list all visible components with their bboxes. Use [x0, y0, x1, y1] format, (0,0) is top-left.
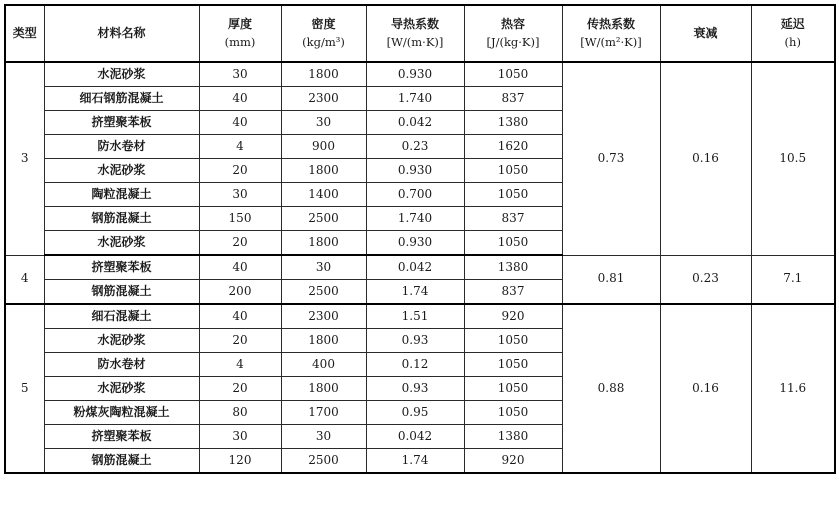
thickness-cell: 30 — [199, 62, 281, 87]
density-cell: 2300 — [281, 304, 366, 329]
u-value-cell: 0.88 — [562, 304, 660, 473]
header-density: 密度 (kg/m³) — [281, 5, 366, 62]
header-unit: [W/(m·K)] — [386, 34, 444, 49]
heat-capacity-cell: 837 — [464, 280, 562, 305]
thickness-cell: 40 — [199, 87, 281, 111]
header-delay: 延迟 (h) — [751, 5, 835, 62]
thickness-cell: 40 — [199, 304, 281, 329]
heat-capacity-cell: 837 — [464, 87, 562, 111]
heat-capacity-cell: 1050 — [464, 353, 562, 377]
density-cell: 2500 — [281, 280, 366, 305]
density-cell: 2500 — [281, 449, 366, 474]
heat-capacity-cell: 1050 — [464, 62, 562, 87]
heat-capacity-cell: 1050 — [464, 159, 562, 183]
conductivity-cell: 0.042 — [366, 255, 464, 280]
conductivity-cell: 1.74 — [366, 449, 464, 474]
material-cell: 防水卷材 — [44, 135, 199, 159]
conductivity-cell: 0.93 — [366, 377, 464, 401]
heat-capacity-cell: 1050 — [464, 231, 562, 256]
thickness-cell: 40 — [199, 111, 281, 135]
header-u-value: 传热系数 [W/(m²·K)] — [562, 5, 660, 62]
density-cell: 400 — [281, 353, 366, 377]
material-cell: 水泥砂浆 — [44, 159, 199, 183]
u-value-cell: 0.81 — [562, 255, 660, 304]
conductivity-cell: 1.740 — [366, 87, 464, 111]
heat-capacity-cell: 1050 — [464, 183, 562, 207]
material-cell: 挤塑聚苯板 — [44, 111, 199, 135]
header-heat-capacity: 热容 [J/(kg·K)] — [464, 5, 562, 62]
conductivity-cell: 0.930 — [366, 231, 464, 256]
material-cell: 挤塑聚苯板 — [44, 425, 199, 449]
density-cell: 1800 — [281, 377, 366, 401]
conductivity-cell: 0.700 — [366, 183, 464, 207]
conductivity-cell: 1.74 — [366, 280, 464, 305]
thickness-cell: 20 — [199, 231, 281, 256]
material-cell: 水泥砂浆 — [44, 329, 199, 353]
heat-capacity-cell: 920 — [464, 449, 562, 474]
thickness-cell: 20 — [199, 377, 281, 401]
density-cell: 2300 — [281, 87, 366, 111]
material-cell: 水泥砂浆 — [44, 231, 199, 256]
thickness-cell: 200 — [199, 280, 281, 305]
density-cell: 1700 — [281, 401, 366, 425]
header-unit: (mm) — [224, 34, 256, 49]
heat-capacity-cell: 1050 — [464, 377, 562, 401]
header-conductivity: 导热系数 [W/(m·K)] — [366, 5, 464, 62]
thickness-cell: 4 — [199, 353, 281, 377]
conductivity-cell: 0.12 — [366, 353, 464, 377]
thickness-cell: 30 — [199, 425, 281, 449]
material-cell: 陶粒混凝土 — [44, 183, 199, 207]
conductivity-cell: 0.042 — [366, 111, 464, 135]
heat-capacity-cell: 1380 — [464, 255, 562, 280]
thickness-cell: 30 — [199, 183, 281, 207]
table-container — [4, 4, 834, 474]
header-type: 类型 — [5, 5, 44, 62]
material-cell: 水泥砂浆 — [44, 377, 199, 401]
table-row — [5, 304, 835, 329]
thickness-cell: 150 — [199, 207, 281, 231]
heat-capacity-cell: 1050 — [464, 401, 562, 425]
table-row — [5, 62, 835, 87]
material-cell: 细石混凝土 — [44, 304, 199, 329]
delay-cell: 7.1 — [751, 255, 835, 304]
conductivity-cell: 0.23 — [366, 135, 464, 159]
thickness-cell: 4 — [199, 135, 281, 159]
header-row — [5, 5, 835, 62]
density-cell: 1800 — [281, 62, 366, 87]
conductivity-cell: 0.930 — [366, 159, 464, 183]
thickness-cell: 40 — [199, 255, 281, 280]
conductivity-cell: 0.95 — [366, 401, 464, 425]
density-cell: 1800 — [281, 231, 366, 256]
heat-capacity-cell: 837 — [464, 207, 562, 231]
thermal-properties-table — [4, 4, 836, 474]
density-cell: 1800 — [281, 329, 366, 353]
conductivity-cell: 1.740 — [366, 207, 464, 231]
heat-capacity-cell: 1050 — [464, 329, 562, 353]
header-unit: [W/(m²·K)] — [580, 34, 642, 49]
attenuation-cell: 0.16 — [660, 62, 751, 255]
material-cell: 水泥砂浆 — [44, 62, 199, 87]
delay-cell: 10.5 — [751, 62, 835, 255]
density-cell: 2500 — [281, 207, 366, 231]
header-unit: [J/(kg·K)] — [486, 34, 540, 49]
header-unit: (kg/m³) — [302, 34, 345, 49]
heat-capacity-cell: 1620 — [464, 135, 562, 159]
material-cell: 粉煤灰陶粒混凝土 — [44, 401, 199, 425]
thickness-cell: 20 — [199, 159, 281, 183]
density-cell: 30 — [281, 425, 366, 449]
conductivity-cell: 0.042 — [366, 425, 464, 449]
density-cell: 1400 — [281, 183, 366, 207]
header-material: 材料名称 — [44, 5, 199, 62]
type-cell: 3 — [5, 62, 44, 255]
density-cell: 1800 — [281, 159, 366, 183]
heat-capacity-cell: 1380 — [464, 111, 562, 135]
table-row — [5, 255, 835, 280]
material-cell: 钢筋混凝土 — [44, 207, 199, 231]
heat-capacity-cell: 1380 — [464, 425, 562, 449]
conductivity-cell: 0.93 — [366, 329, 464, 353]
header-unit: (h) — [784, 34, 801, 49]
thickness-cell: 20 — [199, 329, 281, 353]
density-cell: 30 — [281, 255, 366, 280]
conductivity-cell: 1.51 — [366, 304, 464, 329]
u-value-cell: 0.73 — [562, 62, 660, 255]
type-cell: 4 — [5, 255, 44, 304]
type-cell: 5 — [5, 304, 44, 473]
header-attenuation: 衰减 — [660, 5, 751, 62]
heat-capacity-cell: 920 — [464, 304, 562, 329]
material-cell: 细石钢筋混凝土 — [44, 87, 199, 111]
attenuation-cell: 0.16 — [660, 304, 751, 473]
material-cell: 挤塑聚苯板 — [44, 255, 199, 280]
density-cell: 900 — [281, 135, 366, 159]
material-cell: 防水卷材 — [44, 353, 199, 377]
conductivity-cell: 0.930 — [366, 62, 464, 87]
material-cell: 钢筋混凝土 — [44, 280, 199, 305]
attenuation-cell: 0.23 — [660, 255, 751, 304]
delay-cell: 11.6 — [751, 304, 835, 473]
thickness-cell: 80 — [199, 401, 281, 425]
header-thickness: 厚度 (mm) — [199, 5, 281, 62]
density-cell: 30 — [281, 111, 366, 135]
material-cell: 钢筋混凝土 — [44, 449, 199, 474]
thickness-cell: 120 — [199, 449, 281, 474]
